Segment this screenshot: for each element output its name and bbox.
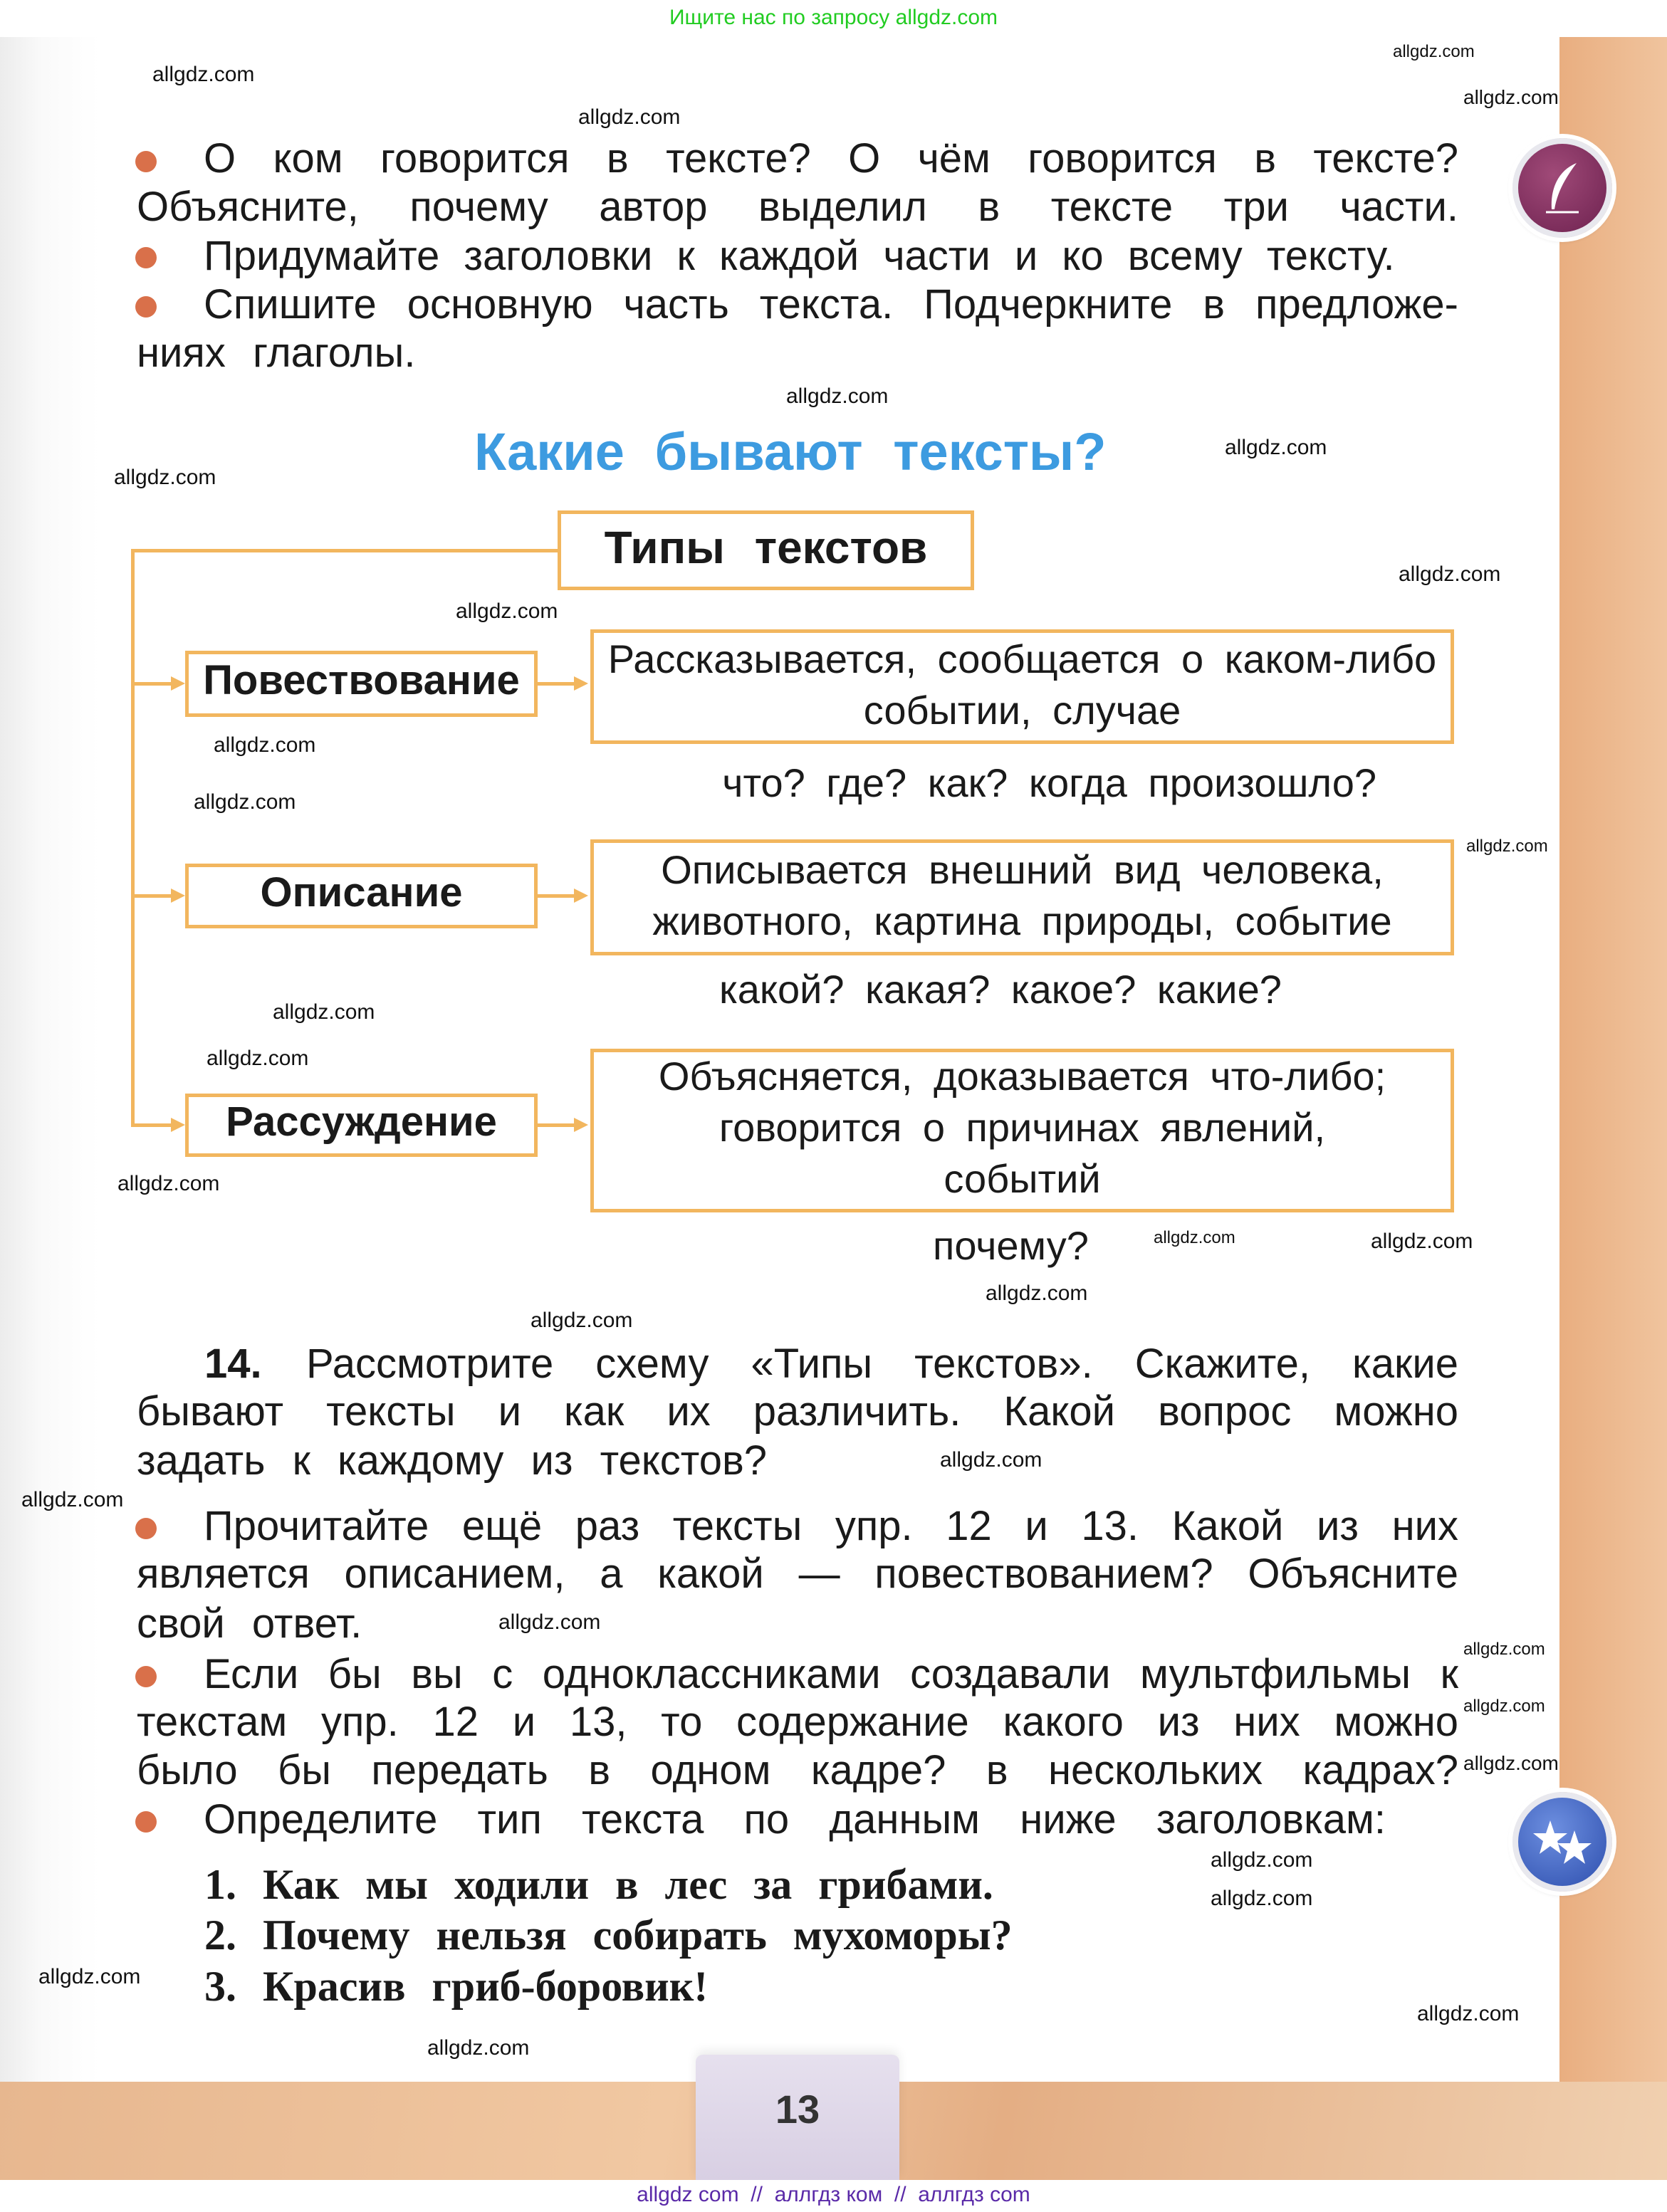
question-text: почему? xyxy=(933,1223,1089,1268)
connector-line xyxy=(131,682,174,686)
connector-line xyxy=(131,549,558,552)
watermark: allgdz.com xyxy=(1371,1230,1473,1253)
watermark: allgdz.com xyxy=(1211,1848,1313,1872)
watermark: allgdz.com xyxy=(986,1281,1088,1305)
type-label: Описание xyxy=(260,869,463,916)
exercise-line: было бы передать в одном кадре? в нескольких кадрах? xyxy=(137,1747,1458,1793)
watermark: allgdz.com xyxy=(1393,42,1475,61)
exercise-line: является описанием, а какой — повествованием? Объясните xyxy=(137,1551,1458,1597)
title-item: 3. Красив гриб-боровик! xyxy=(204,1963,709,2010)
watermark: allgdz.com xyxy=(1211,1887,1313,1910)
watermark: allgdz.com xyxy=(273,1000,375,1024)
watermark: allgdz.com xyxy=(456,599,558,623)
connector-line xyxy=(538,894,577,898)
bullet xyxy=(135,1811,157,1833)
exercise-line: свой ответ. xyxy=(137,1600,362,1647)
bullet xyxy=(135,1666,157,1687)
type-label: Рассуждение xyxy=(226,1099,497,1145)
exercise-number: 14. xyxy=(204,1341,262,1387)
exercise-line: бывают тексты и как их различить. Какой вопрос можно xyxy=(137,1388,1458,1435)
desc-text: Рассказывается, сообщается о каком-либо событии, случае xyxy=(607,636,1437,733)
page-number: 13 xyxy=(775,2087,820,2132)
exercise-line: текстам упр. 12 и 13, то содержание какого из них можно xyxy=(137,1699,1458,1745)
watermark: allgdz.com xyxy=(1463,1752,1559,1774)
exercise-line: Прочитайте ещё раз тексты упр. 12 и 13. Какой из них xyxy=(204,1503,1458,1549)
watermark: allgdz.com xyxy=(21,1488,124,1511)
section-heading: Какие бывают тексты? xyxy=(474,422,1107,481)
watermark: allgdz.com xyxy=(940,1448,1042,1472)
bullet xyxy=(135,247,157,268)
footer-links[interactable]: allgdz com // аллгдз ком // аллгдз com xyxy=(0,2180,1667,2212)
type-label: Повествование xyxy=(203,657,520,703)
connector-line xyxy=(538,1123,577,1127)
arrow-icon xyxy=(171,889,185,903)
exercise-line: задать к каждому из текстов? xyxy=(137,1437,768,1484)
intro-line: О ком говорится в тексте? О чём говорится в тексте? xyxy=(204,135,1458,182)
watermark: allgdz.com xyxy=(427,2036,530,2060)
arrow-icon xyxy=(171,676,185,691)
connector-line xyxy=(131,1123,174,1127)
question-text: что? где? как? когда произошло? xyxy=(722,760,1376,805)
page-margin-strip xyxy=(1559,37,1667,2082)
arrow-icon xyxy=(574,1118,588,1132)
arrow-icon xyxy=(171,1118,185,1132)
watermark: allgdz.com xyxy=(194,790,296,814)
bullet xyxy=(135,1518,157,1539)
watermark: allgdz.com xyxy=(786,384,889,408)
watermark: allgdz.com xyxy=(114,466,216,489)
watermark: allgdz.com xyxy=(117,1172,220,1195)
watermark: allgdz.com xyxy=(1417,2002,1520,2025)
watermark: allgdz.com xyxy=(1463,86,1559,108)
title-item: 2. Почему нельзя собирать мухоморы? xyxy=(204,1912,1013,1959)
bullet xyxy=(135,296,157,318)
watermark: allgdz.com xyxy=(578,105,681,129)
watermark: allgdz.com xyxy=(1399,562,1501,586)
watermark: allgdz.com xyxy=(1225,436,1327,459)
connector-line xyxy=(131,894,174,898)
watermark: allgdz.com xyxy=(207,1047,309,1070)
bullet xyxy=(135,151,157,172)
intro-line: Придумайте заголовки к каждой части и ко всему тексту. xyxy=(204,233,1395,279)
intro-line: Спишите основную часть текста. Подчеркните в предложе- xyxy=(204,281,1458,327)
watermark: allgdz.com xyxy=(214,733,316,757)
top-banner[interactable]: Ищите нас по запросу allgdz.com xyxy=(0,0,1667,37)
watermark: allgdz.com xyxy=(1466,837,1548,856)
watermark: allgdz.com xyxy=(1463,1640,1545,1659)
exercise-line: Рассмотрите схему «Типы текстов». Скажите, какие xyxy=(306,1341,1458,1387)
feather-icon[interactable] xyxy=(1512,138,1612,238)
watermark: allgdz.com xyxy=(531,1309,633,1332)
root-label: Типы текстов xyxy=(604,522,928,573)
desc-text: Объясняется, доказывается что-либо; говорится о причинах явлений, событий xyxy=(658,1054,1386,1201)
question-text: какой? какая? какое? какие? xyxy=(719,967,1282,1012)
arrow-icon xyxy=(574,889,588,903)
connector-line xyxy=(538,682,577,686)
exercise-line: Если бы вы с одноклассниками создавали мультфильмы к xyxy=(204,1651,1458,1697)
watermark: allgdz.com xyxy=(152,63,255,86)
exercise-line: Определите тип текста по данным ниже заголовкам: xyxy=(204,1796,1386,1843)
intro-line: Объясните, почему автор выделил в тексте три части. xyxy=(137,184,1458,230)
arrow-icon xyxy=(574,676,588,691)
watermark: allgdz.com xyxy=(498,1610,601,1634)
connector-line xyxy=(131,549,135,1127)
title-item: 1. Как мы ходили в лес за грибами. xyxy=(204,1861,993,1908)
watermark: allgdz.com xyxy=(1154,1228,1235,1247)
stars-icon[interactable] xyxy=(1512,1792,1612,1892)
intro-line: ниях глаголы. xyxy=(137,330,416,376)
desc-text: Описывается внешний вид человека, животного, картина природы, событие xyxy=(652,847,1392,943)
watermark: allgdz.com xyxy=(1463,1697,1545,1716)
watermark: allgdz.com xyxy=(38,1965,141,1988)
